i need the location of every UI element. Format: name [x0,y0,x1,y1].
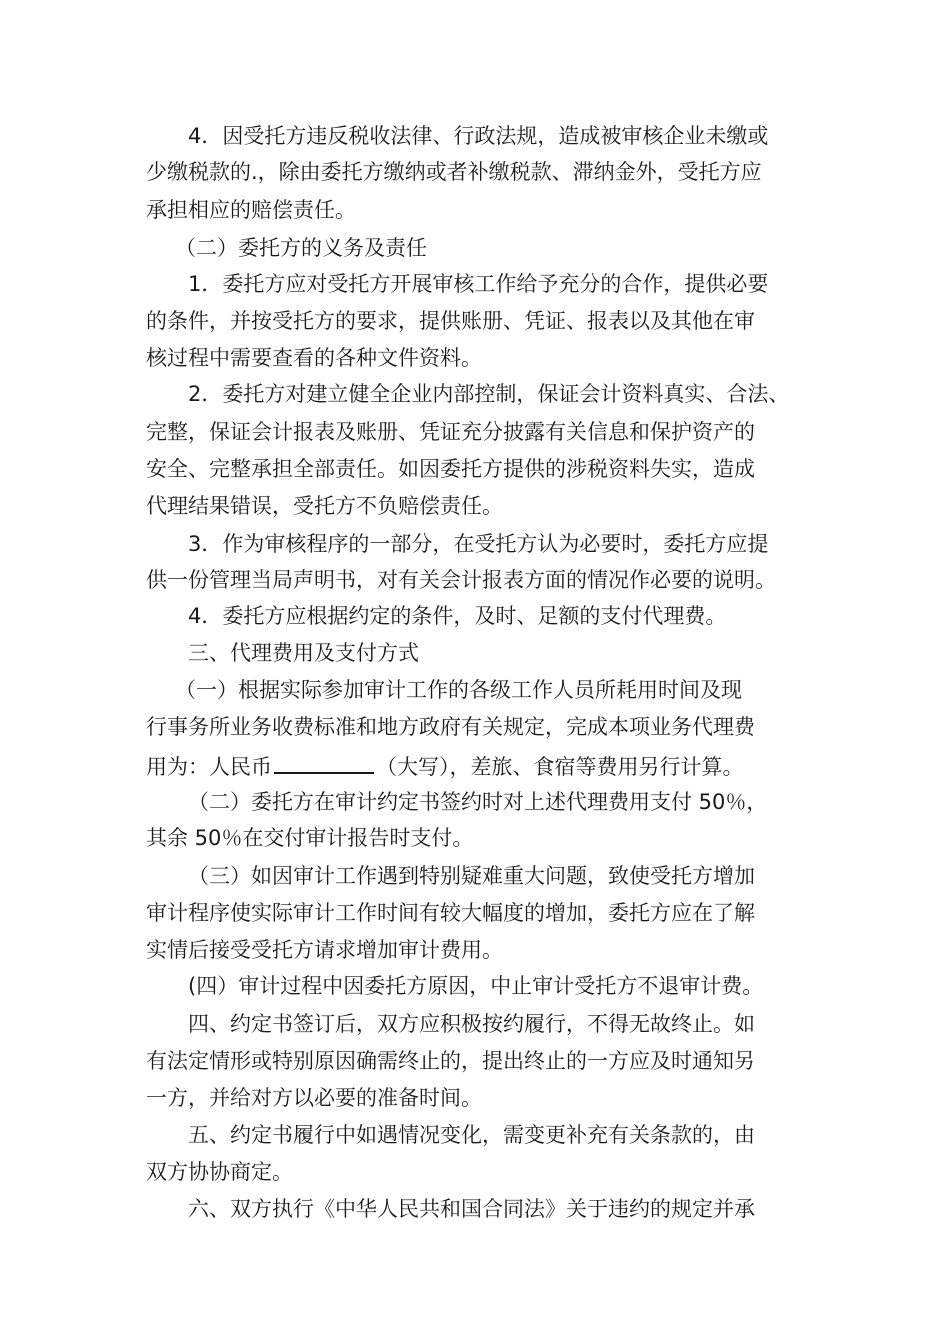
paragraph-line: 代理结果错误，受托方不负赔偿责任。 [146,494,503,518]
fee-label-suffix: （大写），差旅、食宿等费用另行计算。 [376,755,744,779]
paragraph-line [0,750,950,781]
paragraph-line: （二）委托方在审计约定书签约时对上述代理费用支付 50％， [188,790,768,814]
paragraph-line: 四、约定书签订后，双方应积极按约履行，不得无故终止。如 [188,1012,755,1036]
section-heading: （二）委托方的义务及责任 [175,236,427,260]
paragraph-line: 2．委托方对建立健全企业内部控制，保证会计资料真实、合法、 [188,382,790,406]
paragraph-line: 实情后接受受托方请求增加审计费用。 [146,938,503,962]
paragraph-line: 其余 50％在交付审计报告时支付。 [146,826,474,850]
paragraph-line: 安全、完整承担全部责任。如因委托方提供的涉税资料失实，造成 [146,457,755,481]
paragraph-line: 1．委托方应对受托方开展审核工作给予充分的合作，提供必要 [188,272,769,296]
paragraph-line: 供一份管理当局声明书，对有关会计报表方面的情况作必要的说明。 [146,568,776,592]
paragraph-line: 3．作为审核程序的一部分，在受托方认为必要时，委托方应提 [188,532,769,556]
paragraph-line: 五、约定书履行中如遇情况变化，需变更补充有关条款的，由 [188,1123,755,1147]
paragraph-line: （三）如因审计工作遇到特别疑难重大问题，致使受托方增加 [188,864,755,888]
paragraph-line: 的条件，并按受托方的要求，提供账册、凭证、报表以及其他在审 [146,309,755,333]
paragraph-line: 行事务所业务收费标准和地方政府有关规定，完成本项业务代理费 [146,715,755,739]
fee-label: 用为：人民币 [146,755,272,779]
fee-amount-blank [274,750,374,774]
paragraph-line: 一方，并给对方以必要的准备时间。 [146,1086,482,1110]
paragraph-line: 4．因受托方违反税收法律、行政法规，造成被审核企业未缴或 [188,124,769,148]
paragraph-line: 双方协协商定。 [146,1160,293,1184]
section-heading: 三、代理费用及支付方式 [188,641,419,665]
paragraph-line: 4．委托方应根据约定的条件，及时、足额的支付代理费。 [188,604,727,628]
paragraph-line: 六、双方执行《中华人民共和国合同法》关于违约的规定并承 [188,1197,755,1221]
paragraph-line: 完整，保证会计报表及账册、凭证充分披露有关信息和保护资产的 [146,420,755,444]
paragraph-line: 少缴税款的.，除由委托方缴纳或者补缴税款、滞纳金外，受托方应 [146,160,762,184]
paragraph-line: 核过程中需要查看的各种文件资料。 [146,346,482,370]
paragraph-line: 有法定情形或特别原因确需终止的，提出终止的一方应及时通知另 [146,1049,755,1073]
paragraph-line: （一）根据实际参加审计工作的各级工作人员所耗用时间及现 [175,678,742,702]
paragraph-line: (四）审计过程中因委托方原因，中止审计受托方不退审计费。 [188,974,764,998]
paragraph-line: 承担相应的赔偿责任。 [146,198,356,222]
paragraph-line: 审计程序使实际审计工作时间有较大幅度的增加，委托方应在了解 [146,901,755,925]
